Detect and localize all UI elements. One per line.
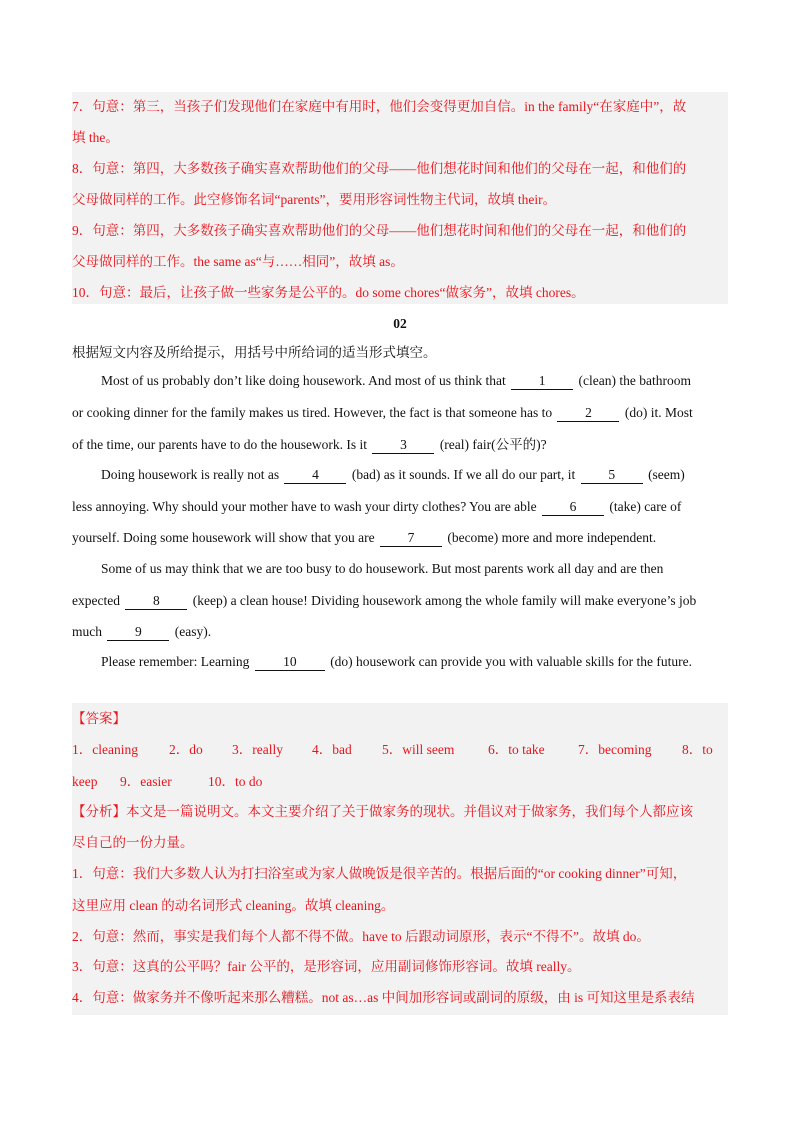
blank-6: 6 — [542, 499, 604, 516]
analysis-line: 父母做同样的工作。the same as“与……相同”，故填 as。 — [72, 254, 404, 269]
instruction: 根据短文内容及所给提示，用括号中所给词的适当形式填空。 — [72, 345, 437, 360]
blank-10: 10 — [255, 654, 325, 671]
analysis-paragraph: 【分析】本文是一篇说明文。本文主要介绍了关于做家务的现状。并倡议对于做家务，我们每个人都应该 — [72, 804, 693, 819]
answer-list — [72, 772, 728, 792]
answer-item: 2．do — [169, 742, 203, 757]
blank-1: 1 — [511, 373, 573, 390]
passage-line: expected 8 (keep) a clean house! Dividing housework among the whole family will make everyone’s job — [72, 593, 697, 608]
passage-line: of the time, our parents have to do the housework. Is it 3 (real) fair(公平的)? — [72, 437, 547, 452]
blank-4: 4 — [284, 467, 346, 484]
answer-list — [72, 740, 728, 760]
section-number: 02 — [393, 316, 407, 331]
answer-item: 5．will seem — [382, 742, 455, 757]
answer-item: 9．easier — [120, 774, 172, 789]
passage-line: Some of us may think that we are too busy to do housework. But most parents work all day and are then — [101, 561, 664, 576]
blank-3: 3 — [372, 437, 434, 454]
passage-line: less annoying. Why should your mother have to wash your dirty clothes? You are able 6 (take) care of — [72, 499, 682, 514]
passage-line: yourself. Doing some housework will show that you are 7 (become) more and more independent. — [72, 530, 657, 545]
analysis-line: 填 the。 — [72, 130, 119, 145]
passage-line: Please remember: Learning 10 (do) housework can provide you with valuable skills for the future. — [101, 654, 692, 669]
analysis-line: 8．句意：第四，大多数孩子确实喜欢帮助他们的父母——他们想花时间和他们的父母在一起，和他们的 — [72, 161, 687, 176]
blank-2: 2 — [557, 405, 619, 422]
answer-item: 10．to do — [208, 774, 263, 789]
blank-7: 7 — [380, 530, 442, 547]
answer-item: 3．really — [232, 742, 283, 757]
analysis-note: 2．句意：然而，事实是我们每个人都不得不做。have to 后跟动词原形，表示“不得不”。故填 do。 — [72, 929, 650, 944]
passage-line: much 9 (easy). — [72, 624, 212, 639]
answer-item: 8．to — [682, 742, 713, 757]
analysis-note: 3．句意：这真的公平吗？fair 公平的，是形容词，应用副词修饰形容词。故填 really。 — [72, 959, 581, 974]
analysis-paragraph: 尽自己的一份力量。 — [72, 835, 194, 850]
analysis-line: 9．句意：第四，大多数孩子确实喜欢帮助他们的父母——他们想花时间和他们的父母在一起，和他们的 — [72, 223, 687, 238]
passage-line: Doing housework is really not as 4 (bad) as it sounds. If we all do our part, it 5 (seem) — [101, 467, 685, 482]
analysis-line: 父母做同样的工作。此空修饰名词“parents”，要用形容词性物主代词，故填 their。 — [72, 192, 557, 207]
passage-line: Most of us probably don’t like doing housework. And most of us think that 1 (clean) the bathroom — [101, 373, 691, 388]
analysis-note: 1．句意：我们大多数人认为打扫浴室或为家人做晚饭是很辛苦的。根据后面的“or cooking dinner”可知， — [72, 866, 687, 881]
answer-item: 1．cleaning — [72, 742, 138, 757]
answer-item: 6．to take — [488, 742, 545, 757]
answer-item: keep — [72, 774, 98, 789]
answer-item: 4．bad — [312, 742, 352, 757]
blank-5: 5 — [581, 467, 643, 484]
analysis-note: 这里应用 clean 的动名词形式 cleaning。故填 cleaning。 — [72, 898, 395, 913]
answer-label: 【答案】 — [72, 711, 126, 726]
passage-line: or cooking dinner for the family makes us tired. However, the fact is that someone has to 2 (do) it. Most — [72, 405, 693, 420]
blank-9: 9 — [107, 624, 169, 641]
blank-8: 8 — [125, 593, 187, 610]
analysis-note: 4．句意：做家务并不像听起来那么糟糕。not as…as 中间加形容词或副词的原级，由 is 可知这里是系表结 — [72, 990, 695, 1005]
analysis-line: 7．句意：第三，当孩子们发现他们在家庭中有用时，他们会变得更加自信。in the family“在家庭中”，故 — [72, 99, 687, 114]
analysis-line: 10．句意：最后，让孩子做一些家务是公平的。do some chores“做家务”，故填 chores。 — [72, 285, 585, 300]
answer-item: 7．becoming — [578, 742, 652, 757]
